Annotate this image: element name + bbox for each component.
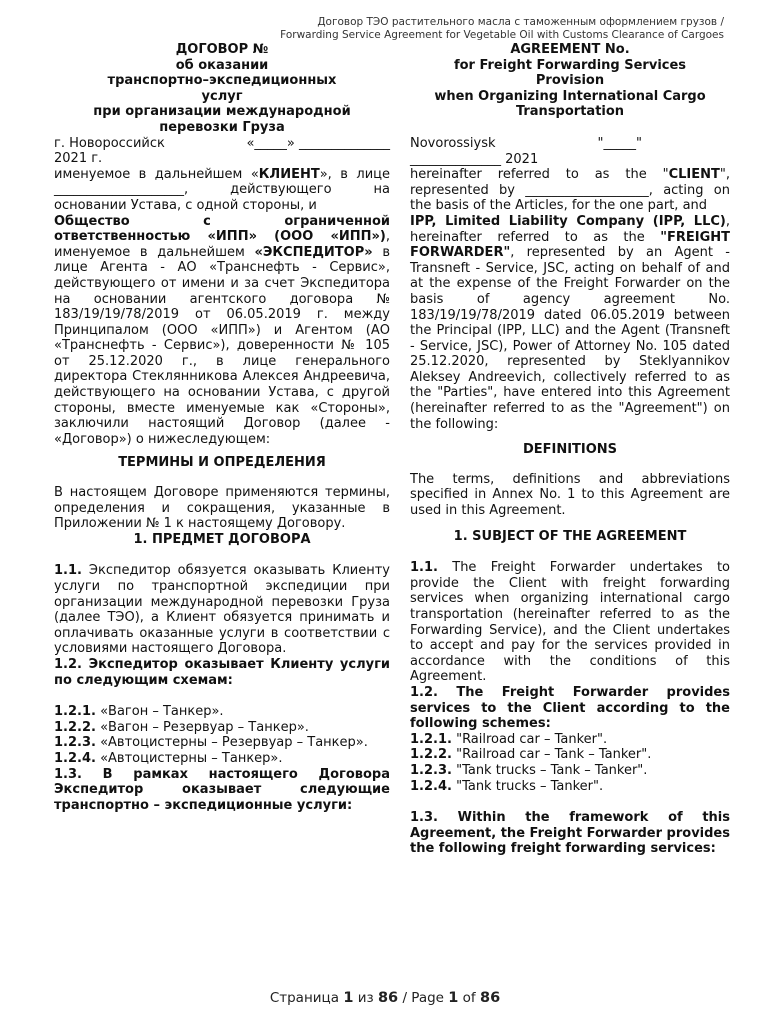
total-pages-en: 86 bbox=[479, 990, 501, 1006]
ru-clause-1-3: 1.3. В рамках настоящего Договора Экспедитор оказывает следующие транспортно – экспедиционные услуги: bbox=[54, 766, 390, 813]
en-year: ______________ 2021 bbox=[410, 151, 539, 167]
en-company-name: IPP, Limited Liability Company (IPP, LLC) bbox=[410, 213, 726, 229]
en-client-paragraph: hereinafter referred to as the "CLIENT", represented by ___________________, acting on the basis of the Articles, for the one part, and bbox=[410, 167, 730, 214]
en-clause-1-2: 1.2. The Freight Forwarder provides services to the Client according to the following schemes: bbox=[410, 684, 730, 732]
en-clause-1-3: 1.3. Within the framework of this Agreement, the Freight Forwarder provides the following freight forwarding services: bbox=[410, 810, 730, 857]
document-header bbox=[164, 16, 724, 41]
en-client-term: CLIENT bbox=[668, 167, 720, 183]
ru-clause-1-2-1: 1.2.1. «Вагон – Танкер». bbox=[54, 704, 224, 720]
ru-forwarder-term: «ЭКСПЕДИТОР» bbox=[254, 244, 373, 260]
ru-year: 2021 г. bbox=[54, 151, 103, 167]
ru-clause-1-2-4: 1.2.4. «Автоцистерны – Танкер». bbox=[54, 750, 283, 766]
en-date-blank: "_____" bbox=[597, 135, 642, 151]
ru-client-term: КЛИЕНТ bbox=[258, 166, 320, 182]
en-forwarder-term: "FREIGHT FORWARDER" bbox=[410, 229, 730, 261]
en-clause-1-2-3: 1.2.3. "Tank trucks – Tank – Tanker". bbox=[410, 762, 648, 778]
en-definitions-heading: DEFINITIONS bbox=[522, 442, 618, 458]
ru-city: г. Новороссийск bbox=[54, 135, 165, 151]
en-city: Novorossiysk bbox=[410, 135, 496, 151]
en-clause-1-2-1: 1.2.1. "Railroad car – Tanker". bbox=[410, 731, 608, 747]
russian-column bbox=[54, 42, 390, 813]
total-pages: 86 bbox=[377, 990, 399, 1006]
ru-definitions-heading: ТЕРМИНЫ И ОПРЕДЕЛЕНИЯ bbox=[118, 455, 326, 471]
ru-clause-1-2-3: 1.2.3. «Автоцистерны – Резервуар – Танкер». bbox=[54, 735, 368, 751]
page-number: 1 bbox=[343, 990, 354, 1006]
header-line-ru: Договор ТЭО растительного масла с таможенным оформлением грузов / bbox=[317, 16, 724, 28]
en-forwarder-paragraph: IPP, Limited Liability Company (IPP, LLC), hereinafter referred to as the "FREIGHT FORWARDER", represented by an Agent - Transneft - Service, JSC, acting on behalf of and at the expense of the Freight Forwarder on the basis of agency agreement No. 183/19/19/78/2019 dated 06.05.2019 between the Principal (IPP, LLC) and the Agent (Transneft - Service, JSC), Power of Attorney No. 105 dated 25.12.2020, represented by Steklyannikov Aleksey Andreevich, collectively referred to as the "Parties", have entered into this Agreement (hereinafter referred to as the "Agreement") on the following: bbox=[410, 213, 730, 432]
en-title: AGREEMENT No. for Freight Forwarding Services Provision when Organizing International Cargo Transportation bbox=[434, 42, 706, 120]
en-place-date bbox=[410, 136, 730, 152]
ru-place-date bbox=[54, 136, 390, 152]
ru-client-paragraph: именуемое в дальнейшем «КЛИЕНТ», в лице ____________________, действующего на основании Устава, с одной стороны, и bbox=[54, 166, 390, 213]
ru-clause-1-2: 1.2. Экспедитор оказывает Клиенту услуги по следующим схемам: bbox=[54, 656, 390, 688]
ru-clause-1-1: 1.1. Экспедитор обязуется оказывать Клиенту услуги по транспортной экспедиции при организации международной перевозки Груза (далее ТЭО), а Клиент обязуется принимать и оплачивать оказанные услуги в соответствии с условиями настоящего Договора. bbox=[54, 563, 390, 657]
ru-company-name: Общество с ограниченной ответственностью «ИПП» (ООО «ИПП») bbox=[54, 213, 390, 245]
en-clause-1-2-2: 1.2.2. "Railroad car – Tank – Tanker". bbox=[410, 747, 652, 763]
ru-subject-heading: 1. ПРЕДМЕТ ДОГОВОРА bbox=[133, 531, 311, 547]
en-definitions-text: The terms, definitions and abbreviations specified in Annex No. 1 to this Agreement are used in this Agreement. bbox=[410, 471, 730, 519]
page-number-en: 1 bbox=[448, 990, 459, 1006]
ru-definitions-text: В настоящем Договоре применяются термины, определения и сокращения, указанные в Приложении № 1 к настоящему Договору. bbox=[54, 485, 390, 532]
en-subject-heading: 1. SUBJECT OF THE AGREEMENT bbox=[453, 528, 687, 544]
ru-forwarder-paragraph: Общество с ограниченной ответственностью «ИПП» (ООО «ИПП»), именуемое в дальнейшем «ЭКСПЕДИТОР» в лице Агента - АО «Транснефть - Сервис», действующего от имени и за счет Экспедитора на основании агентского договора № 183/19/19/78/2019 от 06.05.2019 г. между Принципалом (ООО «ИПП») и Агентом (АО «Транснефть - Сервис»), доверенности № 105 от 25.12.2020 г., в лице генерального директора Стеклянникова Алексея Андреевича, действующего на основании Устава, с другой стороны, вместе именуемые как «Стороны», заключили настоящий Договор (далее - «Договор») о нижеследующем: bbox=[54, 213, 390, 447]
ru-clause-1-2-2: 1.2.2. «Вагон – Резервуар – Танкер». bbox=[54, 719, 309, 735]
english-column bbox=[410, 42, 730, 857]
header-line-en: Forwarding Service Agreement for Vegetable Oil with Customs Clearance of Cargoes bbox=[280, 28, 724, 41]
page-footer: Страница 1 из 86 / Page 1 of 86 bbox=[269, 990, 501, 1006]
en-clause-1-1: 1.1. The Freight Forwarder undertakes to provide the Client with freight forwarding services when organizing international cargo transportation (hereinafter referred to as the Forwarding Service), and the Client undertakes to accept and pay for the services provided in accordance with the conditions of this Agreement. bbox=[410, 560, 730, 685]
ru-date-blank: «_____» ______________ bbox=[246, 135, 390, 151]
en-clause-1-2-4: 1.2.4. "Tank trucks – Tanker". bbox=[410, 778, 604, 794]
ru-title: ДОГОВОР № об оказании транспортно–экспедиционных услуг при организации международной перевозки Груза bbox=[93, 42, 351, 135]
